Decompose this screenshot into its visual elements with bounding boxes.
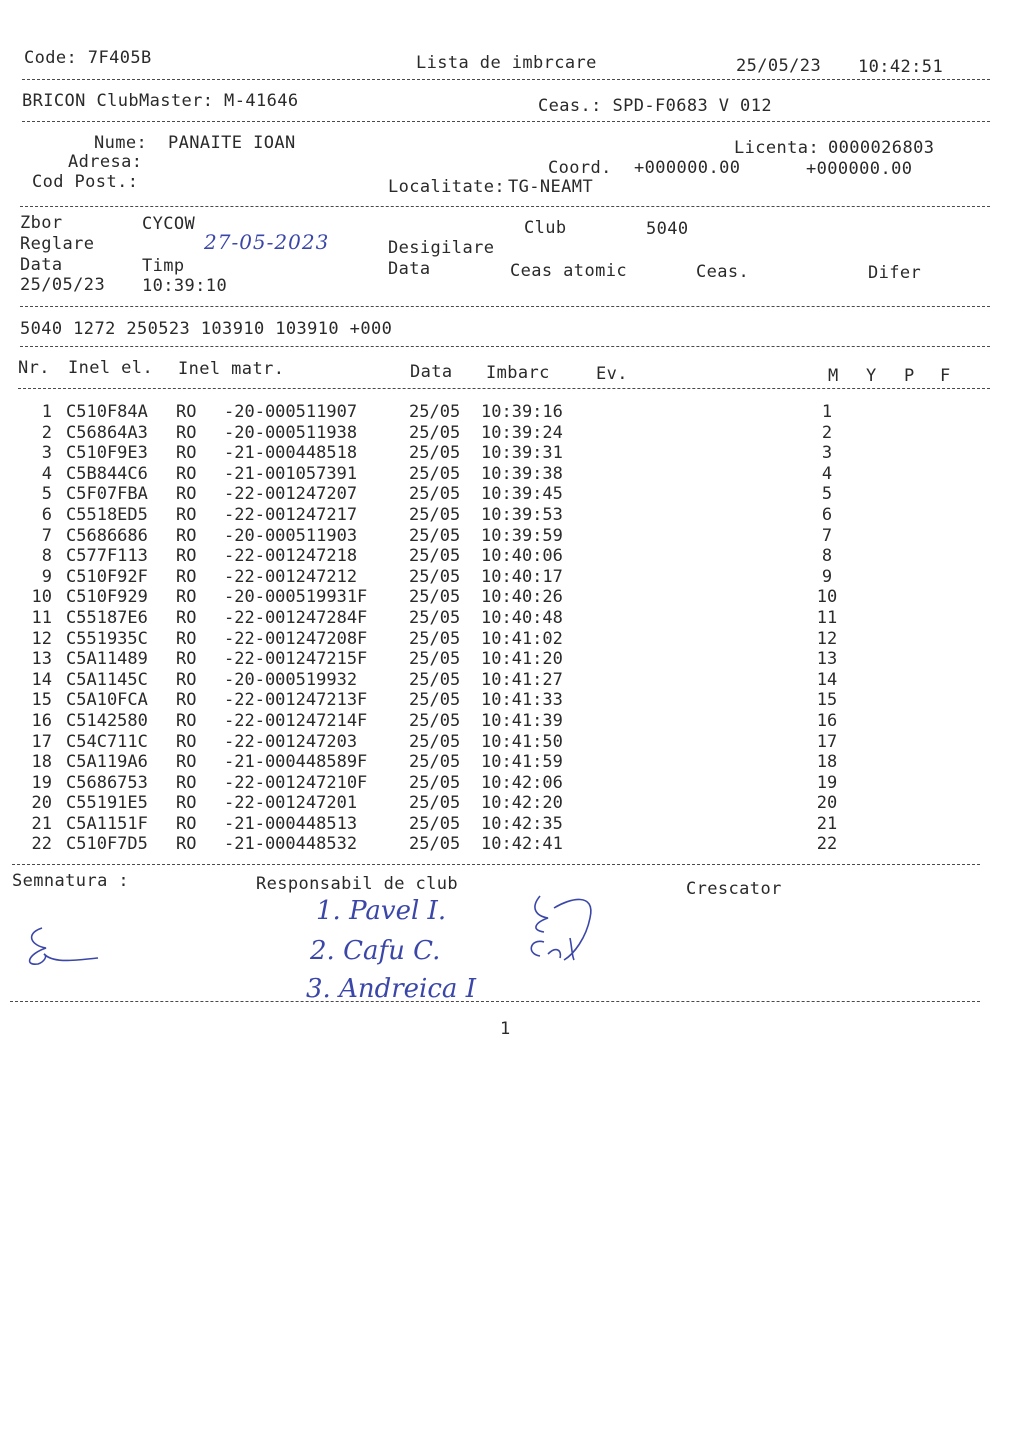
basket-time: 10:40:17 xyxy=(481,566,563,587)
country-code: RO xyxy=(176,566,197,587)
ring-number: -22-001247218 xyxy=(224,546,358,567)
basket-date: 25/05 xyxy=(409,504,461,525)
row-number: 12 xyxy=(31,628,52,649)
basket-date: 25/05 xyxy=(409,463,461,484)
ring-number: -22-001247284F xyxy=(224,607,368,628)
row-number: 15 xyxy=(31,690,52,711)
set-date: 25/05/23 xyxy=(20,275,106,295)
country-code: RO xyxy=(176,525,197,546)
country-code: RO xyxy=(176,772,197,793)
electronic-ring: C5686686 xyxy=(66,525,148,546)
divider xyxy=(10,1001,980,1002)
col-m: M xyxy=(828,366,839,386)
country-code: RO xyxy=(176,402,197,422)
electronic-ring: C551935C xyxy=(66,628,148,649)
basket-time: 10:39:45 xyxy=(481,484,563,505)
country-code: RO xyxy=(176,546,197,567)
col-data: Data xyxy=(410,362,453,382)
code-label: Code: 7F405B xyxy=(24,48,152,68)
row-number: 8 xyxy=(41,546,52,567)
basket-date: 25/05 xyxy=(409,752,461,773)
country-code: RO xyxy=(176,752,197,773)
club-label: Club xyxy=(524,218,567,238)
divider xyxy=(20,306,990,307)
row-number: 20 xyxy=(31,793,52,814)
ring-number: -22-001247213F xyxy=(224,690,368,711)
country-code: RO xyxy=(176,649,197,670)
clock-label: Ceas.: SPD-F0683 V 012 xyxy=(538,96,772,116)
postcode-label: Cod Post.: xyxy=(32,172,139,192)
electronic-ring: C55191E5 xyxy=(66,793,148,814)
basket-time: 10:41:27 xyxy=(481,669,563,690)
divider xyxy=(20,346,990,347)
country-code: RO xyxy=(176,793,197,814)
electronic-ring: C56864A3 xyxy=(66,422,148,443)
basket-date: 25/05 xyxy=(409,710,461,731)
ring-number: -22-001247207 xyxy=(224,484,358,505)
electronic-ring: C5A1151F xyxy=(66,813,148,834)
electronic-ring: C54C711C xyxy=(66,731,148,752)
country-code: RO xyxy=(176,484,197,505)
electronic-ring: C5518ED5 xyxy=(66,504,148,525)
basket-time: 10:41:33 xyxy=(481,690,563,711)
row-number: 22 xyxy=(31,834,52,855)
page-number: 1 xyxy=(500,1019,511,1039)
row-number: 10 xyxy=(31,587,52,608)
col-m-value: 3 xyxy=(821,443,833,464)
col-imbarc: Imbarc xyxy=(486,363,550,383)
col-m-value: 14 xyxy=(816,669,838,690)
country-code: RO xyxy=(176,834,197,855)
electronic-ring: C510F7D5 xyxy=(66,834,148,855)
basket-time: 10:40:26 xyxy=(481,587,563,608)
col-m-value: 6 xyxy=(821,504,833,525)
col-m-value: 22 xyxy=(816,834,838,855)
country-code: RO xyxy=(176,813,197,834)
col-m-value: 10 xyxy=(816,587,838,608)
locality-label: Localitate: xyxy=(388,177,505,197)
basket-date: 25/05 xyxy=(409,484,461,505)
ring-number: -21-000448589F xyxy=(224,752,368,773)
zbor-label: Zbor xyxy=(20,213,63,233)
basket-date: 25/05 xyxy=(409,690,461,711)
set-time: 10:39:10 xyxy=(142,276,228,296)
country-code: RO xyxy=(176,710,197,731)
ring-number: -22-001247212 xyxy=(224,566,358,587)
basket-date: 25/05 xyxy=(409,443,461,464)
ring-number: -20-000511907 xyxy=(224,402,358,422)
ceas-atomic-label: Ceas atomic xyxy=(510,261,627,281)
electronic-ring: C510F92F xyxy=(66,566,148,587)
electronic-ring: C510F9E3 xyxy=(66,443,148,464)
col-m-value: 7 xyxy=(821,525,833,546)
code-line: 5040 1272 250523 103910 103910 +000 xyxy=(20,319,393,339)
basket-time: 10:40:06 xyxy=(481,546,563,567)
row-number: 18 xyxy=(31,752,52,773)
basket-time: 10:41:02 xyxy=(481,628,563,649)
col-m-value: 18 xyxy=(816,752,838,773)
license-value: 0000026803 xyxy=(828,138,935,158)
electronic-ring: C5B844C6 xyxy=(66,463,148,484)
divider xyxy=(22,121,990,122)
coord-2: +000000.00 xyxy=(806,159,913,179)
row-number: 13 xyxy=(31,649,52,670)
ceas-label: Ceas. xyxy=(696,262,750,282)
country-code: RO xyxy=(176,463,197,484)
basket-date: 25/05 xyxy=(409,793,461,814)
basket-date: 25/05 xyxy=(409,607,461,628)
responsible-1: 1. Pavel I. xyxy=(316,896,447,926)
col-m-value: 11 xyxy=(816,607,838,628)
country-code: RO xyxy=(176,690,197,711)
basket-date: 25/05 xyxy=(409,525,461,546)
row-number: 6 xyxy=(41,504,52,525)
col-nr: Nr. xyxy=(18,358,50,378)
basket-time: 10:39:53 xyxy=(481,504,563,525)
col-m-value: 15 xyxy=(816,690,838,711)
basket-time: 10:39:38 xyxy=(481,463,563,484)
row-number: 17 xyxy=(31,731,52,752)
license-label: Licenta: xyxy=(734,138,820,158)
row-number: 1 xyxy=(41,402,52,422)
responsible-2: 2. Cafu C. xyxy=(310,936,441,966)
ring-number: -22-001247217 xyxy=(224,504,358,525)
ring-number: -21-000448532 xyxy=(224,834,358,855)
electronic-ring: C5F07FBA xyxy=(66,484,148,505)
country-code: RO xyxy=(176,422,197,443)
club-value: 5040 xyxy=(646,219,689,239)
basket-date: 25/05 xyxy=(409,566,461,587)
coord-1: +000000.00 xyxy=(634,158,741,178)
basket-date: 25/05 xyxy=(409,402,461,422)
electronic-ring: C55187E6 xyxy=(66,607,148,628)
electronic-ring: C5A10FCA xyxy=(66,690,148,711)
col-m-value: 13 xyxy=(816,649,838,670)
breeder-label: Crescator xyxy=(686,879,782,899)
address-label: Adresa: xyxy=(68,152,143,172)
divider xyxy=(20,206,990,207)
system-label: BRICON ClubMaster: M-41646 xyxy=(22,91,299,111)
row-number: 16 xyxy=(31,710,52,731)
col-y: Y xyxy=(866,366,877,386)
basket-date: 25/05 xyxy=(409,628,461,649)
basket-date: 25/05 xyxy=(409,422,461,443)
basket-time: 10:42:41 xyxy=(481,834,563,855)
row-number: 3 xyxy=(41,443,52,464)
row-number: 21 xyxy=(31,813,52,834)
desigilare-label: Desigilare xyxy=(388,238,495,258)
col-m-value: 16 xyxy=(816,710,838,731)
row-number: 14 xyxy=(31,669,52,690)
name-label: Nume: xyxy=(94,133,148,153)
row-number: 5 xyxy=(41,484,52,505)
ring-number: -22-001247203 xyxy=(224,731,358,752)
basket-date: 25/05 xyxy=(409,649,461,670)
electronic-ring: C577F113 xyxy=(66,546,148,567)
basket-date: 25/05 xyxy=(409,587,461,608)
ring-number: -20-000519931F xyxy=(224,587,368,608)
breeder-signature xyxy=(14,920,114,980)
row-number: 2 xyxy=(41,422,52,443)
divider xyxy=(22,79,990,80)
ring-number: -22-001247201 xyxy=(224,793,358,814)
col-inel-el: Inel el. xyxy=(68,358,154,378)
col-m-value: 4 xyxy=(821,463,833,484)
electronic-ring: C5A119A6 xyxy=(66,752,148,773)
country-code: RO xyxy=(176,731,197,752)
col-m-value: 2 xyxy=(821,422,833,443)
ring-number: -21-000448518 xyxy=(224,443,358,464)
col-m-value: 20 xyxy=(816,793,838,814)
ring-number: -22-001247208F xyxy=(224,628,368,649)
basket-date: 25/05 xyxy=(409,546,461,567)
data2-label: Data xyxy=(388,259,431,279)
data-label: Data xyxy=(20,255,63,275)
electronic-ring: C510F84A xyxy=(66,402,148,422)
zbor-value: CYCOW xyxy=(142,214,196,234)
ring-number: -20-000511938 xyxy=(224,422,358,443)
print-date: 25/05/23 xyxy=(736,56,822,76)
basket-time: 10:41:39 xyxy=(481,710,563,731)
col-f: F xyxy=(940,366,951,386)
col-inel-matr: Inel matr. xyxy=(178,359,285,379)
electronic-ring: C5686753 xyxy=(66,772,148,793)
document-title: Lista de imbrcare xyxy=(416,53,597,73)
country-code: RO xyxy=(176,443,197,464)
ring-number: -22-001247210F xyxy=(224,772,368,793)
basket-time: 10:42:20 xyxy=(481,793,563,814)
basket-date: 25/05 xyxy=(409,731,461,752)
difer-label: Difer xyxy=(868,263,922,283)
col-ev: Ev. xyxy=(596,364,628,384)
basket-time: 10:42:35 xyxy=(481,813,563,834)
reglare-label: Reglare xyxy=(20,234,95,254)
handwritten-date: 27-05-2023 xyxy=(204,230,330,254)
signature-label: Semnatura : xyxy=(12,871,129,891)
electronic-ring: C5A11489 xyxy=(66,649,148,670)
row-number: 19 xyxy=(31,772,52,793)
divider xyxy=(12,864,980,865)
locality-value: TG-NEAMT xyxy=(508,177,594,197)
col-m-value: 12 xyxy=(816,628,838,649)
col-m-value: 17 xyxy=(816,731,838,752)
row-number: 11 xyxy=(31,607,52,628)
col-m-value: 1 xyxy=(821,402,833,422)
ring-number: -21-001057391 xyxy=(224,463,358,484)
basket-time: 10:39:24 xyxy=(481,422,563,443)
ring-number: -22-001247214F xyxy=(224,710,368,731)
ring-number: -22-001247215F xyxy=(224,649,368,670)
electronic-ring: C5A1145C xyxy=(66,669,148,690)
basket-time: 10:39:16 xyxy=(481,402,563,422)
col-m-value: 8 xyxy=(821,546,833,567)
club-signatures xyxy=(500,888,610,978)
country-code: RO xyxy=(176,669,197,690)
row-number: 9 xyxy=(41,566,52,587)
col-m-value: 21 xyxy=(816,813,838,834)
basket-date: 25/05 xyxy=(409,669,461,690)
ring-number: -20-000511903 xyxy=(224,525,358,546)
basket-time: 10:41:50 xyxy=(481,731,563,752)
ring-number: -21-000448513 xyxy=(224,813,358,834)
basket-time: 10:41:59 xyxy=(481,752,563,773)
responsible-3: 3. Andreica I xyxy=(306,974,476,1004)
club-responsible-label: Responsabil de club xyxy=(256,874,459,894)
ring-number: -20-000519932 xyxy=(224,669,358,690)
basket-time: 10:40:48 xyxy=(481,607,563,628)
row-number: 4 xyxy=(41,463,52,484)
electronic-ring: C5142580 xyxy=(66,710,148,731)
col-m-value: 5 xyxy=(821,484,833,505)
col-p: P xyxy=(904,366,915,386)
country-code: RO xyxy=(176,628,197,649)
country-code: RO xyxy=(176,587,197,608)
row-number: 7 xyxy=(41,525,52,546)
country-code: RO xyxy=(176,504,197,525)
basket-time: 10:39:31 xyxy=(481,443,563,464)
basket-date: 25/05 xyxy=(409,772,461,793)
basket-time: 10:39:59 xyxy=(481,525,563,546)
basket-time: 10:41:20 xyxy=(481,649,563,670)
timp-label: Timp xyxy=(142,256,185,276)
basket-date: 25/05 xyxy=(409,813,461,834)
electronic-ring: C510F929 xyxy=(66,587,148,608)
owner-name: PANAITE IOAN xyxy=(168,133,296,153)
basket-time: 10:42:06 xyxy=(481,772,563,793)
divider xyxy=(18,388,990,389)
col-m-value: 19 xyxy=(816,772,838,793)
print-time: 10:42:51 xyxy=(858,57,944,77)
coord-label: Coord. xyxy=(548,158,612,178)
basket-date: 25/05 xyxy=(409,834,461,855)
country-code: RO xyxy=(176,607,197,628)
col-m-value: 9 xyxy=(821,566,833,587)
